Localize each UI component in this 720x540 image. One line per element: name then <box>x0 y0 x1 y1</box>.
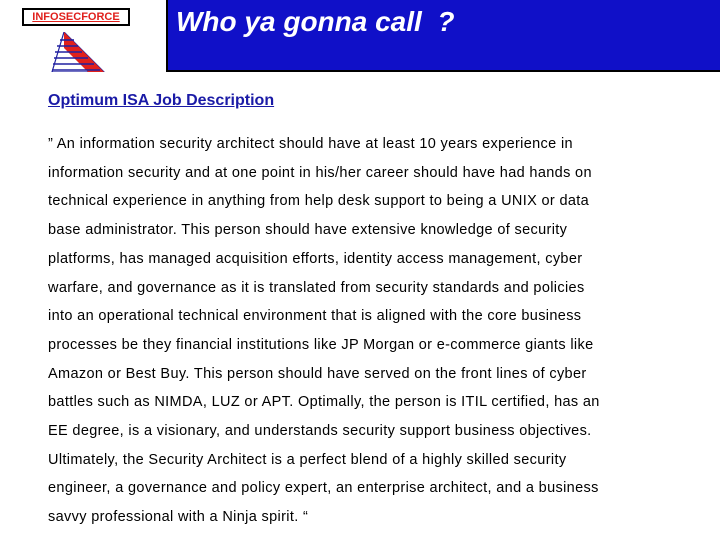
body-line: engineer, a governance and policy expert, an enterprise architect, and a business <box>48 480 599 497</box>
body-line: warfare, and governance as it is translated from security standards and policies <box>48 279 585 296</box>
logo-triangle-icon <box>50 32 106 72</box>
body-line: base administrator. This person should have extensive knowledge of security <box>48 222 568 239</box>
body-line: EE degree, is a visionary, and understands security support business objectives. <box>48 423 592 440</box>
logo-text: INFOSECFORCE <box>32 10 120 23</box>
body-line: ” An information security architect should have at least 10 years experience in <box>48 136 573 152</box>
body-line: technical experience in anything from help desk support to being a UNIX or data <box>48 193 590 210</box>
body-line: platforms, has managed acquisition efforts, identity access management, cyber <box>48 250 583 267</box>
body-line: information security and at one point in his/her career should have had hands on <box>48 164 592 181</box>
body-line: processes be they financial institutions like JP Morgan or e-commerce giants like <box>48 336 594 353</box>
section-heading: Optimum ISA Job Description <box>48 92 275 109</box>
title-bar <box>166 0 720 72</box>
logo-box <box>22 8 130 26</box>
body-line: savvy professional with a Ninja spirit. “ <box>48 509 309 526</box>
body-line: battles such as NIMDA, LUZ or APT. Optimally, the person is ITIL certified, has an <box>48 394 600 411</box>
body-line: into an operational technical environment that is aligned with the core business <box>48 308 582 325</box>
slide-title: Who ya gonna call ? <box>176 6 455 37</box>
body-line: Ultimately, the Security Architect is a perfect blend of a highly skilled security <box>48 451 567 468</box>
body-line: Amazon or Best Buy. This person should have served on the front lines of cyber <box>48 365 587 382</box>
body-paragraph <box>48 130 708 532</box>
